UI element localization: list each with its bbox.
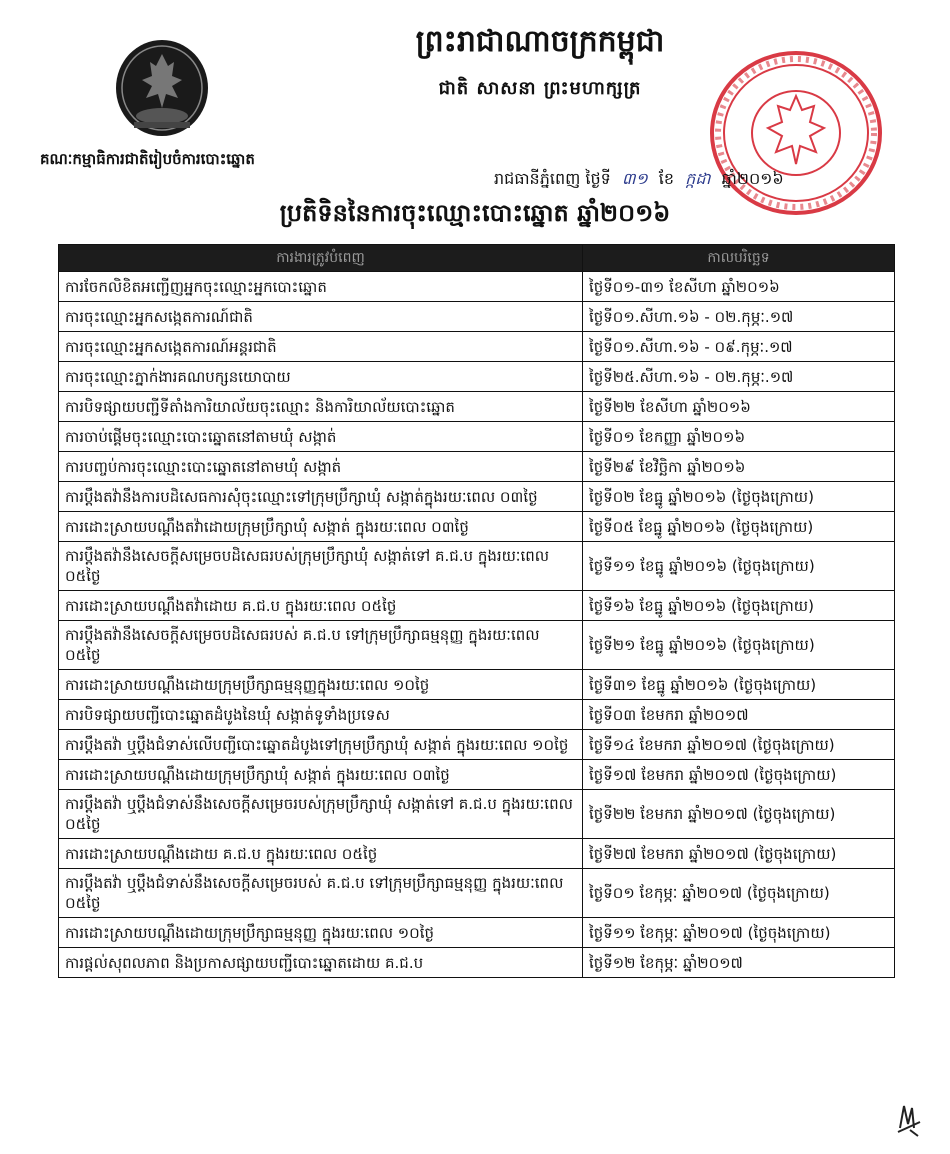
task-cell: ការដោះស្រាយបណ្តឹងតវ៉ាដោយ គ.ជ.ប ក្នុងរយៈពេល ០៥ថ្ងៃ (59, 591, 583, 621)
national-motto: ជាតិ សាសនា ព្រះមហាក្សត្រ (438, 78, 642, 99)
table-row (59, 542, 895, 591)
date-cell: ថ្ងៃទី០១ ខែកញ្ញា ឆ្នាំ២០១៦ (583, 422, 895, 452)
date-cell: ថ្ងៃទី២៥.សីហា.១៦ - ០២.កុម្ភៈ.១៧ (583, 362, 895, 392)
place-date-line (494, 168, 784, 192)
table-row (59, 869, 895, 918)
date-cell: ថ្ងៃទី០១.សីហា.១៦ - ០៩.កុម្ភៈ.១៧ (583, 332, 895, 362)
date-day: ៣១ (621, 169, 648, 188)
date-cell: ថ្ងៃទី២១ ខែធ្នូ ឆ្នាំ២០១៦ (ថ្ងៃចុងក្រោយ) (583, 621, 895, 670)
task-cell: ការបិទផ្សាយបញ្ជីបោះឆ្នោតដំបូងនៃឃុំ សង្កាត់ទូទាំងប្រទេស (59, 700, 583, 730)
place-date-prefix: រាជធានីភ្នំពេញ ថ្ងៃទី (494, 169, 611, 188)
task-cell: ការចុះឈ្មោះអ្នកសង្កេតការណ៍ជាតិ (59, 302, 583, 332)
organization-name: គណៈកម្មាធិការជាតិរៀបចំការបោះឆ្នោត (40, 150, 255, 168)
table-row (59, 332, 895, 362)
date-cell: ថ្ងៃទី១៦ ខែធ្នូ ឆ្នាំ២០១៦ (ថ្ងៃចុងក្រោយ) (583, 591, 895, 621)
task-cell: ការផ្តល់សុពលភាព និងប្រកាសផ្សាយបញ្ជីបោះឆ្នោតដោយ គ.ជ.ប (59, 948, 583, 978)
date-cell: ថ្ងៃទី១១ ខែកុម្ភៈ ឆ្នាំ២០១៧ (ថ្ងៃចុងក្រោយ) (583, 918, 895, 948)
date-cell: ថ្ងៃទី២៧ ខែមករា ឆ្នាំ២០១៧ (ថ្ងៃចុងក្រោយ) (583, 839, 895, 869)
table-row (59, 760, 895, 790)
nec-emblem-icon (112, 36, 212, 146)
task-cell: ការប្តឹងតវ៉ានឹងសេចក្តីសម្រេចបដិសេធរបស់ គ.ជ.ប ទៅក្រុមប្រឹក្សាធម្មនុញ្ញ ក្នុងរយៈពេល ០៥ថ្ងៃ (59, 621, 583, 670)
task-cell: ការប្តឹងតវ៉ា ឬប្តឹងជំទាស់លើបញ្ជីបោះឆ្នោតដំបូងទៅក្រុមប្រឹក្សាឃុំ សង្កាត់ ក្នុងរយៈពេល ១០ថ្ងៃ (59, 730, 583, 760)
table-row (59, 422, 895, 452)
column-header-task: ការងារត្រូវបំពេញ (59, 245, 583, 272)
task-cell: ការបញ្ចប់ការចុះឈ្មោះបោះឆ្នោតនៅតាមឃុំ សង្កាត់ (59, 452, 583, 482)
date-cell: ថ្ងៃទី២២ ខែសីហា ឆ្នាំ២០១៦ (583, 392, 895, 422)
table-row (59, 621, 895, 670)
table-row (59, 730, 895, 760)
table-row (59, 512, 895, 542)
official-seal-icon (706, 48, 886, 218)
year-label: ឆ្នាំ២០១៦ (721, 169, 784, 188)
task-cell: ការប្តឹងតវ៉ានឹងការបដិសេធការសុំចុះឈ្មោះទៅក្រុមប្រឹក្សាឃុំ សង្កាត់ក្នុងរយៈពេល ០៣ថ្ងៃ (59, 482, 583, 512)
table-row (59, 452, 895, 482)
document-title: ប្រតិទិននៃការចុះឈ្មោះបោះឆ្នោត ឆ្នាំ២០១៦ (279, 198, 671, 227)
date-cell: ថ្ងៃទី២២ ខែមករា ឆ្នាំ២០១៧ (ថ្ងៃចុងក្រោយ) (583, 790, 895, 839)
table-row (59, 272, 895, 302)
table-row (59, 591, 895, 621)
task-cell: ការចែកលិខិតអញ្ជើញអ្នកចុះឈ្មោះអ្នកបោះឆ្នោត (59, 272, 583, 302)
table-header-row (59, 245, 895, 272)
date-cell: ថ្ងៃទី០១.សីហា.១៦ - ០២.កុម្ភៈ.១៧ (583, 302, 895, 332)
task-cell: ការចាប់ផ្តើមចុះឈ្មោះបោះឆ្នោតនៅតាមឃុំ សង្កាត់ (59, 422, 583, 452)
table-row (59, 392, 895, 422)
table-row (59, 700, 895, 730)
month-label: ខែ (658, 169, 675, 188)
table-row (59, 302, 895, 332)
table-row (59, 482, 895, 512)
table-row (59, 670, 895, 700)
table-row (59, 362, 895, 392)
task-cell: ការដោះស្រាយបណ្តឹងដោយក្រុមប្រឹក្សាឃុំ សង្កាត់ ក្នុងរយៈពេល ០៣ថ្ងៃ (59, 760, 583, 790)
kingdom-heading: ព្រះរាជាណាចក្រកម្ពុជា (415, 24, 665, 59)
task-cell: ការបិទផ្សាយបញ្ជីទីតាំងការិយាល័យចុះឈ្មោះ និងការិយាល័យបោះឆ្នោត (59, 392, 583, 422)
date-cell: ថ្ងៃទី១៤ ខែមករា ឆ្នាំ២០១៧ (ថ្ងៃចុងក្រោយ) (583, 730, 895, 760)
date-month: ក្កដា (685, 169, 711, 188)
task-cell: ការដោះស្រាយបណ្តឹងដោយក្រុមប្រឹក្សាធម្មនុញ្ញក្នុងរយៈពេល ១០ថ្ងៃ (59, 670, 583, 700)
task-cell: ការដោះស្រាយបណ្តឹងដោយ គ.ជ.ប ក្នុងរយៈពេល ០៥ថ្ងៃ (59, 839, 583, 869)
task-cell: ការប្តឹងតវ៉ា ឬប្តឹងជំទាស់នឹងសេចក្តីសម្រេចរបស់ គ.ជ.ប ទៅក្រុមប្រឹក្សាធម្មនុញ្ញ ក្នុងរយៈពេល ០៥ថ្ងៃ (59, 869, 583, 918)
date-cell: ថ្ងៃទី០១-៣១ ខែសីហា ឆ្នាំ២០១៦ (583, 272, 895, 302)
task-cell: ការដោះស្រាយបណ្តឹងដោយក្រុមប្រឹក្សាធម្មនុញ្ញ ក្នុងរយៈពេល ១០ថ្ងៃ (59, 918, 583, 948)
schedule-table-body (59, 272, 895, 978)
table-row (59, 790, 895, 839)
date-cell: ថ្ងៃទី១១ ខែធ្នូ ឆ្នាំ២០១៦ (ថ្ងៃចុងក្រោយ) (583, 542, 895, 591)
task-cell: ការដោះស្រាយបណ្តឹងតវ៉ាដោយក្រុមប្រឹក្សាឃុំ សង្កាត់ ក្នុងរយៈពេល ០៣ថ្ងៃ (59, 512, 583, 542)
date-cell: ថ្ងៃទី២៩ ខែវិច្ឆិកា ឆ្នាំ២០១៦ (583, 452, 895, 482)
column-header-date: កាលបរិច្ឆេទ (583, 245, 895, 272)
date-cell: ថ្ងៃទី១៧ ខែមករា ឆ្នាំ២០១៧ (ថ្ងៃចុងក្រោយ) (583, 760, 895, 790)
date-cell: ថ្ងៃទី៣១ ខែធ្នូ ឆ្នាំ២០១៦ (ថ្ងៃចុងក្រោយ) (583, 670, 895, 700)
date-cell: ថ្ងៃទី០៣ ខែមករា ឆ្នាំ២០១៧ (583, 700, 895, 730)
task-cell: ការប្តឹងតវ៉ានឹងសេចក្តីសម្រេចបដិសេធរបស់ក្រុមប្រឹក្សាឃុំ សង្កាត់ទៅ គ.ជ.ប ក្នុងរយៈពេល ០៥ថ្ងៃ (59, 542, 583, 591)
date-cell: ថ្ងៃទី០១ ខែកុម្ភៈ ឆ្នាំ២០១៧ (ថ្ងៃចុងក្រោយ) (583, 869, 895, 918)
date-cell: ថ្ងៃទី១២ ខែកុម្ភៈ ឆ្នាំ២០១៧ (583, 948, 895, 978)
task-cell: ការចុះឈ្មោះភ្នាក់ងារគណបក្សនយោបាយ (59, 362, 583, 392)
signature-initial-icon (894, 1098, 924, 1138)
table-row (59, 948, 895, 978)
task-cell: ការប្តឹងតវ៉ា ឬប្តឹងជំទាស់នឹងសេចក្តីសម្រេចរបស់ក្រុមប្រឹក្សាឃុំ សង្កាត់ទៅ គ.ជ.ប ក្នុងរយៈពេល ០៥ថ្ងៃ (59, 790, 583, 839)
task-cell: ការចុះឈ្មោះអ្នកសង្កេតការណ៍អន្តរជាតិ (59, 332, 583, 362)
table-row (59, 918, 895, 948)
date-cell: ថ្ងៃទី០២ ខែធ្នូ ឆ្នាំ២០១៦ (ថ្ងៃចុងក្រោយ) (583, 482, 895, 512)
schedule-table (58, 244, 895, 978)
table-row (59, 839, 895, 869)
date-cell: ថ្ងៃទី០៥ ខែធ្នូ ឆ្នាំ២០១៦ (ថ្ងៃចុងក្រោយ) (583, 512, 895, 542)
